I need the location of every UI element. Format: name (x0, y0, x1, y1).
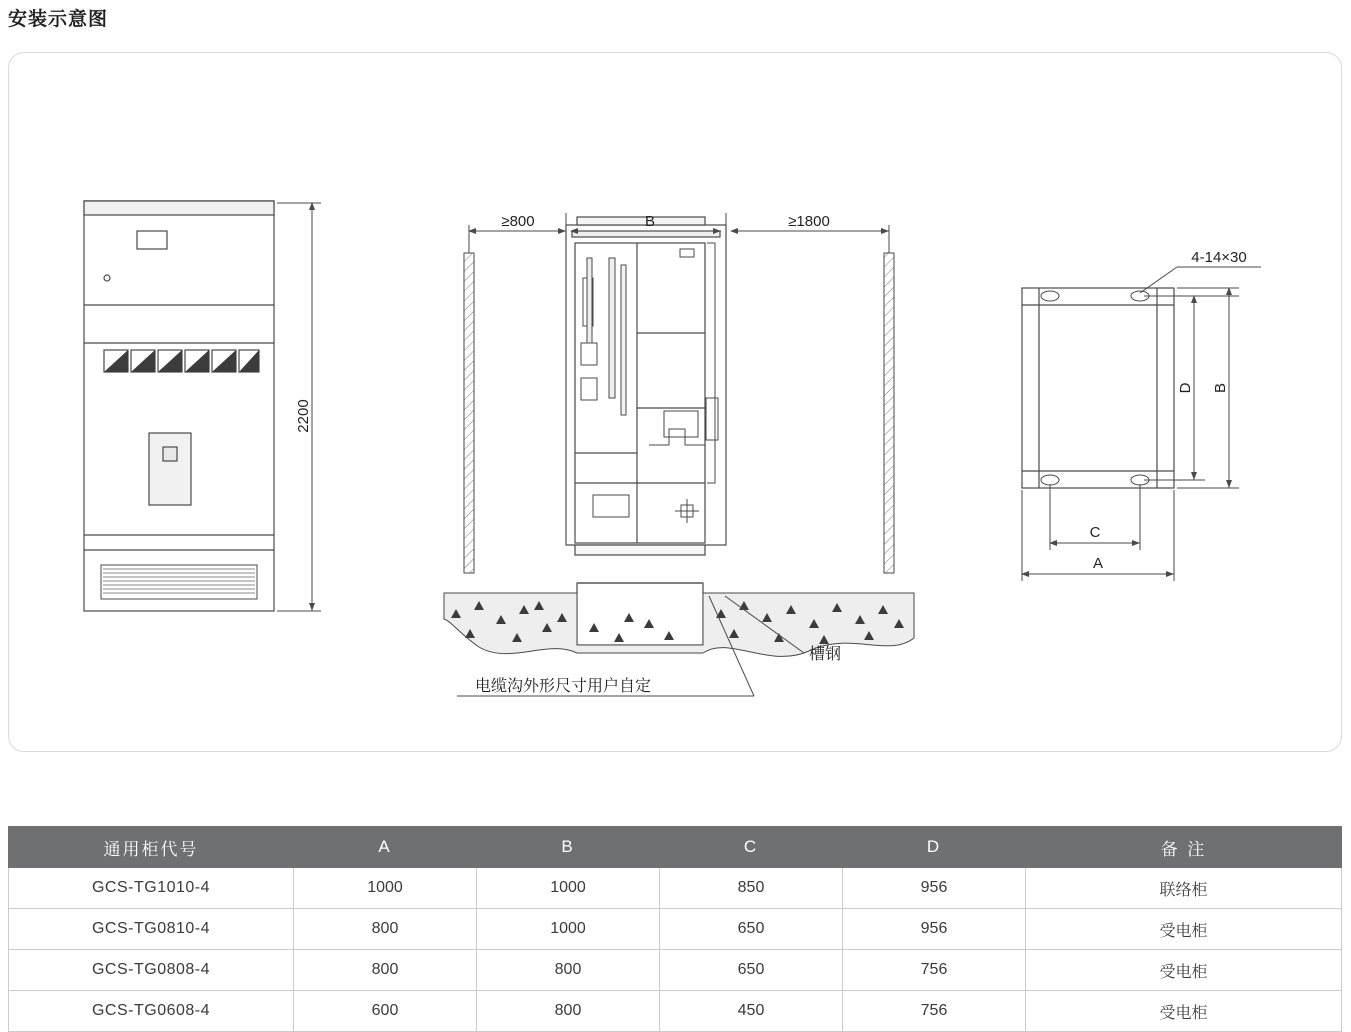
front-view-cabinet (84, 201, 274, 611)
table-row (9, 991, 1342, 1032)
installation-diagram-panel (8, 52, 1342, 752)
cell-c: 650 (660, 909, 843, 950)
cell-remark: 联络柜 (1026, 868, 1342, 909)
section-view (444, 217, 914, 656)
cell-c: 850 (660, 868, 843, 909)
base-dim-c-label: C (1089, 524, 1101, 541)
right-clearance-label: ≥1800 (788, 213, 830, 230)
cell-a: 1000 (294, 868, 477, 909)
cabinet-dimensions-table (8, 826, 1342, 1032)
col-header-remark: 备 注 (1026, 827, 1342, 868)
cell-code: GCS-TG1010-4 (9, 868, 294, 909)
col-header-a: A (294, 827, 477, 868)
cell-a: 600 (294, 991, 477, 1032)
base-plan-dimensions (1022, 267, 1261, 581)
cell-code: GCS-TG0808-4 (9, 950, 294, 991)
cell-d: 756 (843, 950, 1026, 991)
page-title: 安装示意图 (8, 9, 109, 30)
table-row (9, 950, 1342, 991)
left-clearance-label: ≥800 (501, 213, 535, 230)
base-dim-d-label: D (1177, 382, 1194, 394)
cell-b: 800 (477, 991, 660, 1032)
cell-d: 756 (843, 991, 1026, 1032)
cell-remark: 受电柜 (1026, 991, 1342, 1032)
cell-code: GCS-TG0608-4 (9, 991, 294, 1032)
base-dim-a-label: A (1092, 555, 1104, 572)
table-header-row (9, 827, 1342, 868)
cell-a: 800 (294, 909, 477, 950)
col-header-d: D (843, 827, 1026, 868)
cell-a: 800 (294, 950, 477, 991)
table-row (9, 868, 1342, 909)
cell-code: GCS-TG0810-4 (9, 909, 294, 950)
col-header-b: B (477, 827, 660, 868)
col-header-code: 通用柜代号 (9, 827, 294, 868)
cell-b: 1000 (477, 909, 660, 950)
cell-c: 450 (660, 991, 843, 1032)
cell-b: 1000 (477, 868, 660, 909)
cabinet-width-label: B (644, 213, 656, 230)
table-row (9, 909, 1342, 950)
cell-d: 956 (843, 909, 1026, 950)
cell-c: 650 (660, 950, 843, 991)
base-plan-view (1022, 288, 1174, 488)
trench-note-label: 电缆沟外形尺寸用户自定 (475, 676, 652, 695)
cell-remark: 受电柜 (1026, 909, 1342, 950)
channel-steel-label: 槽钢 (809, 644, 842, 663)
cell-b: 800 (477, 950, 660, 991)
installation-diagram (9, 53, 1341, 751)
hole-spec-label: 4-14×30 (1191, 249, 1247, 266)
front-view-height-label: 2200 (295, 399, 312, 433)
cell-remark: 受电柜 (1026, 950, 1342, 991)
col-header-c: C (660, 827, 843, 868)
base-dim-b-label: B (1212, 382, 1229, 394)
cell-d: 956 (843, 868, 1026, 909)
